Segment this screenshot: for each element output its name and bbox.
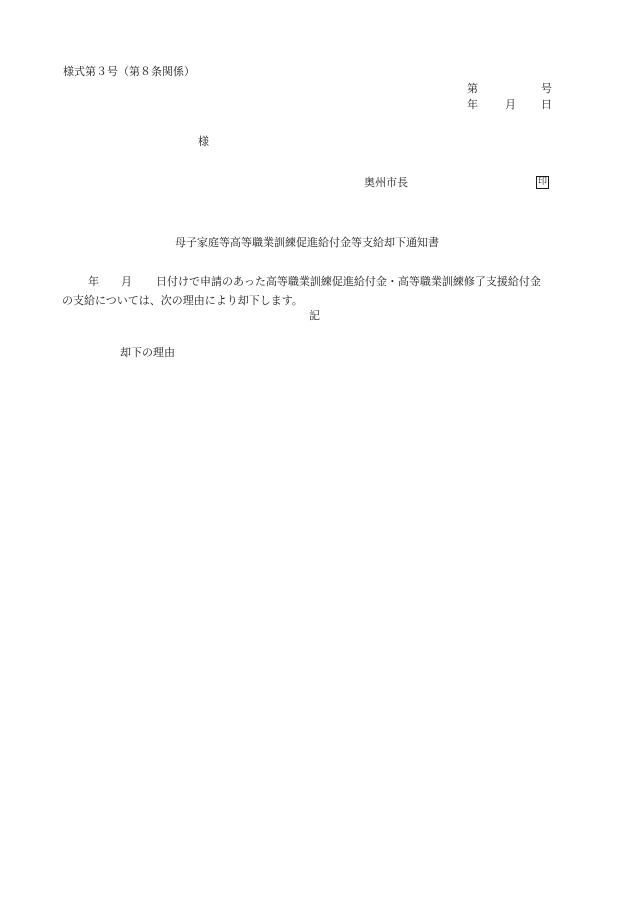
date-year: 年	[467, 98, 478, 111]
date-day: 日	[541, 98, 552, 111]
issuer-title: 奥州市長	[364, 176, 408, 189]
body-line-1	[62, 272, 572, 291]
body-month: 月	[121, 275, 132, 288]
ki-marker: 記	[309, 309, 320, 322]
date-month: 月	[505, 98, 516, 111]
doc-number-suffix: 号	[541, 82, 552, 95]
document-title: 母子家庭等高等職業訓練促進給付金等支給却下通知書	[175, 236, 439, 249]
seal-icon: 印	[537, 177, 547, 187]
recipient-honorific: 様	[198, 135, 209, 148]
body-line-2: の支給については、次の理由により却下します。	[62, 294, 303, 307]
doc-number-prefix: 第	[467, 82, 478, 95]
reason-label: 却下の理由	[120, 346, 175, 359]
body-year: 年	[88, 275, 99, 288]
body-line-1-text: 日付けで申請のあった高等職業訓練促進給付金・高等職業訓練修了支援給付金	[156, 275, 541, 288]
form-label: 様式第３号（第８条関係）	[63, 65, 195, 78]
body-paragraph	[62, 272, 572, 310]
